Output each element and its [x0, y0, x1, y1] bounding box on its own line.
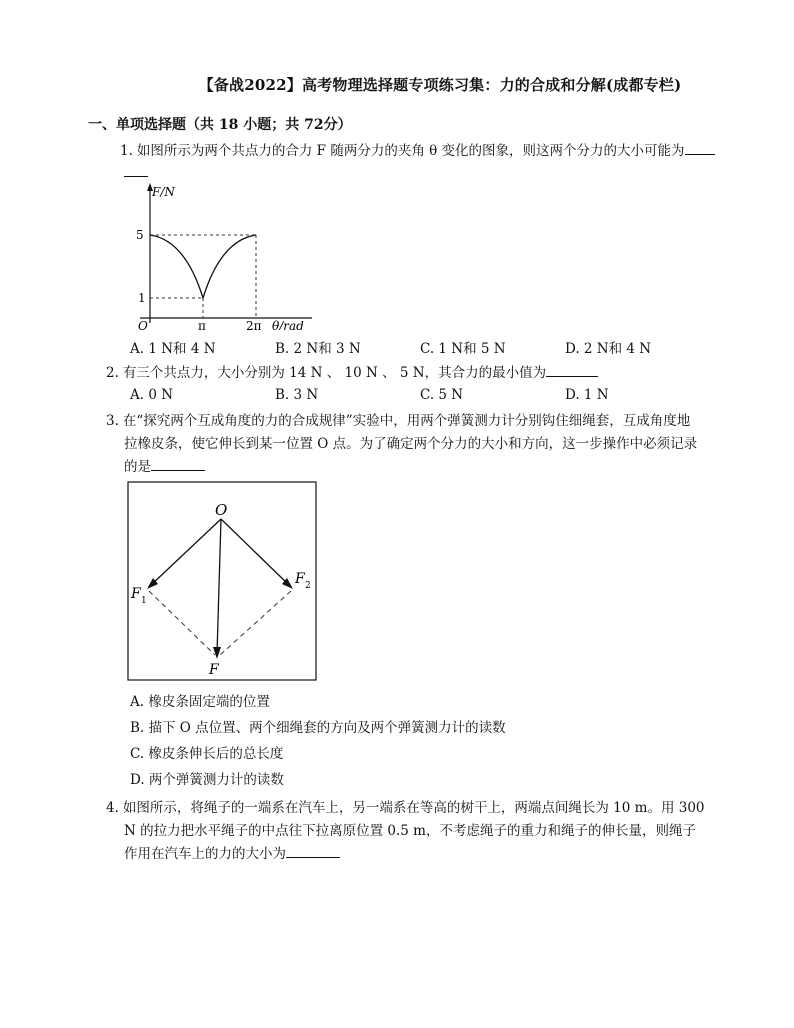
question-4-line-1 — [106, 797, 705, 819]
option-a[interactable]: A. 橡皮条固定端的位置 — [130, 694, 270, 710]
question-text: 如图所示，将绳子的一端系在汽车上，另一端系在等高的树干上，两端点间绳长为 10 m。用 300 — [122, 800, 705, 816]
answer-blank — [685, 140, 715, 155]
f2-subscript: 2 — [305, 581, 311, 591]
option-d[interactable]: D. 1 N — [565, 387, 609, 403]
question-3-line-3: 的是 — [124, 456, 205, 478]
y-axis-label: F/N — [152, 185, 175, 199]
option-d[interactable]: D. 两个弹簧测力计的读数 — [130, 772, 284, 788]
option-c[interactable]: C. 橡皮条伸长后的总长度 — [130, 746, 284, 762]
option-c[interactable]: C. 1 N和 5 N — [420, 341, 506, 357]
option-a[interactable]: A. 0 N — [130, 387, 174, 403]
resultant-curve — [150, 235, 256, 298]
x-tick-2pi: 2π — [246, 319, 262, 330]
question-text: 如图所示为两个共点力的合力 F 随两分力的夹角 θ 变化的图象，则这两个分力的大小可能为 — [136, 143, 685, 159]
point-o-label: O — [215, 501, 228, 519]
question-number: 2. — [106, 365, 119, 381]
question-3-line-1 — [106, 410, 690, 432]
x-axis-label: θ/rad — [272, 319, 304, 330]
question-number: 4. — [106, 800, 119, 816]
question-2 — [106, 362, 598, 384]
option-c[interactable]: C. 5 N — [420, 387, 464, 403]
question-3-line-2: 拉橡皮条，使它伸长到某一位置 O 点。为了确定两个分力的大小和方向，这一步操作中必须记录 — [124, 436, 698, 452]
option-b[interactable]: B. 3 N — [275, 387, 319, 403]
f-label: F — [209, 662, 219, 678]
question-text: 有三个共点力，大小分别为 14 N 、 10 N 、 5 N，其合力的最小值为 — [122, 365, 547, 381]
dashed-side-right — [220, 591, 291, 655]
y-tick-1: 1 — [138, 291, 146, 305]
f1-label: F — [131, 586, 141, 602]
f1-arrow-line — [150, 519, 221, 586]
option-b[interactable]: B. 2 N和 3 N — [275, 341, 361, 357]
question-number: 1. — [120, 143, 133, 159]
f-arrow-line — [217, 519, 221, 654]
option-a[interactable]: A. 1 N和 4 N — [130, 341, 216, 357]
answer-blank — [286, 843, 340, 858]
section-heading: 一、单项选择题（共 18 小题；共 72分） — [88, 117, 352, 133]
question-4-line-2: N 的拉力把水平绳子的中点往下拉离原位置 0.5 m，不考虑绳子的重力和绳子的伸长量，则绳子 — [124, 823, 696, 839]
question-1 — [120, 140, 740, 162]
option-b[interactable]: B. 描下 O 点位置、两个细绳套的方向及两个弹簧测力计的读数 — [130, 720, 506, 736]
question-text: 在“探究两个互成角度的力的合成规律”实验中，用两个弹簧测力计分别钩住细绳套，互成角度地 — [122, 413, 691, 429]
dashed-side-left — [149, 591, 215, 655]
f1-subscript: 1 — [141, 596, 147, 606]
page-title: 【备战2022】高考物理选择题专项练习集：力的合成和分解(成都专栏) — [198, 76, 682, 94]
y-tick-5: 5 — [136, 228, 144, 242]
f2-arrow-line — [221, 519, 290, 586]
question-4-line-3: 作用在汽车上的力的大小为 — [124, 843, 340, 865]
answer-blank — [151, 456, 205, 471]
force-angle-graph — [130, 180, 320, 330]
option-d[interactable]: D. 2 N和 4 N — [565, 341, 652, 357]
answer-blank — [546, 362, 598, 377]
f2-label: F — [295, 571, 305, 587]
force-parallelogram-figure — [127, 481, 317, 681]
x-tick-pi: π — [198, 319, 206, 330]
origin-label: O — [138, 319, 148, 330]
f-arrowhead — [213, 647, 221, 659]
question-number: 3. — [106, 413, 119, 429]
